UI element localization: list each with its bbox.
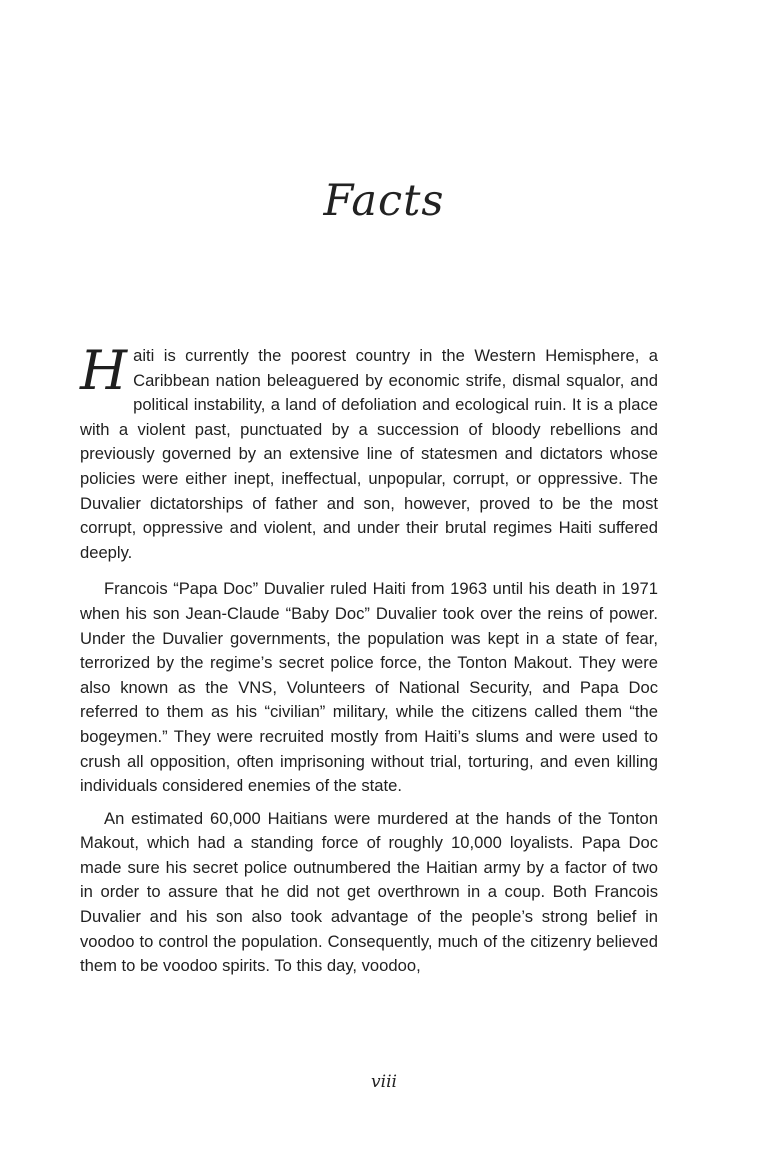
page-number: viii [371,1072,397,1092]
paragraph-1-text: aiti is currently the poorest country in the Western Hemisphere, a Caribbean nation beleaguered by economic strife, dismal squalor, and political instability, a land of defoliation and ecological ruin. It is a place with a violent past, punctuated by a succession of bloody rebellions and previously governed by an extensive line of statesmen and dictators whose policies were either inept, ineffectual, unpopular, corrupt, or oppressive. The Duvalier dictatorships of father and son, however, proved to be the most corrupt, oppressive and violent, and under their brutal regimes Haiti suffered deeply. [80,346,658,562]
drop-cap: H [80,339,128,402]
page-title: Facts [323,176,445,226]
paragraph-1 [80,339,658,565]
paragraph-3: An estimated 60,000 Haitians were murdered at the hands of the Tonton Makout, which had a standing force of roughly 10,000 loyalists. Papa Doc made sure his secret police outnumbered the Haitian army by a factor of two in order to assure that he did not get overthrown in a coup. Both Francois Duvalier and his son also took advantage of the people’s strong belief in voodoo to control the population. Consequently, much of the citizenry believed them to be voodoo spirits. To this day, voodoo, [80,808,658,976]
body-text [80,339,658,979]
paragraph-2: Francois “Papa Doc” Duvalier ruled Haiti from 1963 until his death in 1971 when his son Jean-Claude “Baby Doc” Duvalier took over the reins of power. Under the Duvalier governments, the population was kept in a state of fear, terrorized by the regime’s secret police force, the Tonton Makout. They were also known as the VNS, Volunteers of National Security, and Papa Doc referred to them as his “civilian” military, while the citizens called them “the bogeymen.” They were recruited mostly from Haiti’s slums and were used to crush all opposition, often imprisoning without trial, torturing, and even killing individuals considered enemies of the state. [80,579,658,796]
